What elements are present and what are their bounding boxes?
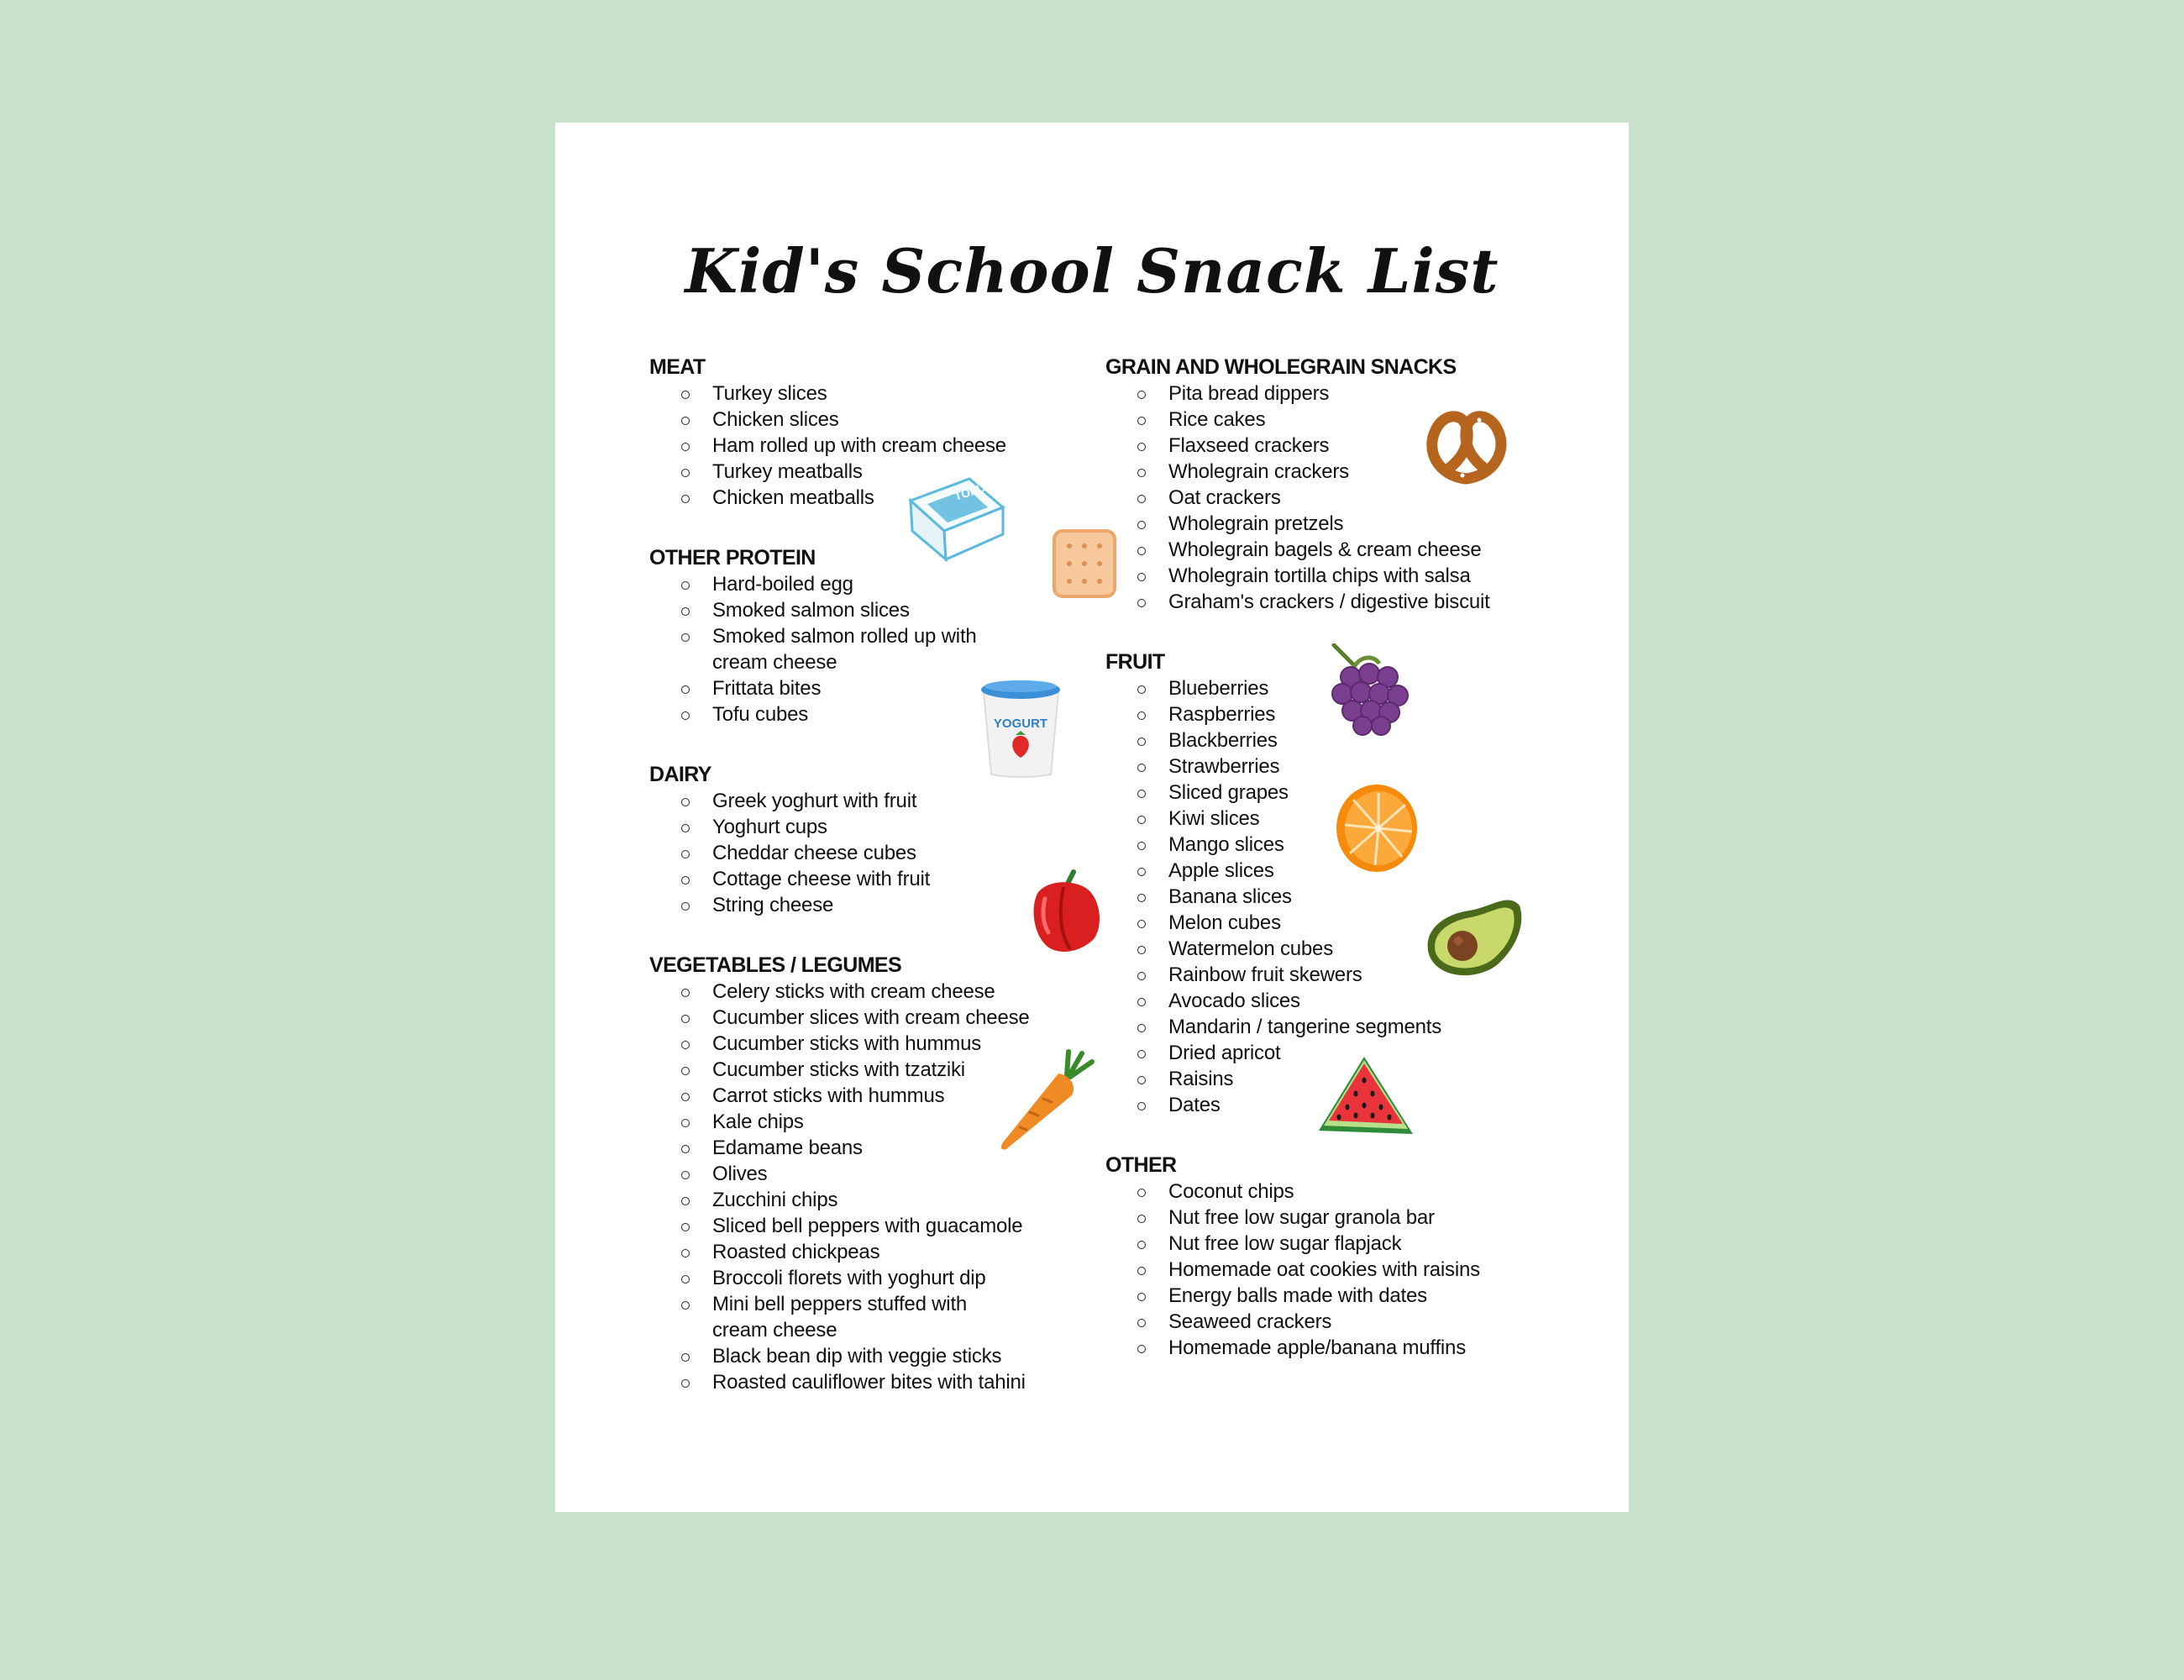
list-item: Blackberries (1105, 727, 1576, 753)
list-item: Rainbow fruit skewers (1105, 962, 1576, 988)
list-item: Greek yoghurt with fruit (649, 788, 1120, 814)
list-item: Chicken meatballs (649, 485, 1120, 511)
carrot-icon (996, 1048, 1097, 1153)
list-item: Homemade apple/banana muffins (1105, 1335, 1576, 1361)
list-item: Oat crackers (1105, 485, 1576, 511)
list-item: Cheddar cheese cubes (649, 840, 1120, 866)
pretzel-icon (1420, 400, 1513, 489)
section-vegetables (649, 953, 1120, 1395)
list-item: Tofu cubes (649, 701, 1120, 727)
list-item: Zucchini chips (649, 1187, 1120, 1213)
list-item: Smoked salmon rolled up with cream cheese (649, 623, 1023, 675)
list-item: Chicken slices (649, 407, 1120, 433)
yogurt-icon (977, 675, 1065, 780)
section-title: OTHER (1105, 1153, 1177, 1177)
list-item: Celery sticks with cream cheese (649, 979, 1120, 1005)
list-item: Kiwi slices (1105, 806, 1576, 832)
item-list (649, 381, 1120, 511)
item-list (649, 979, 1120, 1395)
list-item: Kale chips (649, 1109, 1120, 1135)
list-item: Cottage cheese with fruit (649, 866, 1120, 892)
yogurt-label: YOGURT (993, 717, 1048, 731)
section-title: DAIRY (649, 763, 711, 786)
list-item: Coconut chips (1105, 1179, 1576, 1205)
list-item: Seaweed crackers (1105, 1309, 1576, 1335)
section-title: MEAT (649, 355, 706, 379)
list-item: Turkey meatballs (649, 459, 1120, 485)
list-item: Hard-boiled egg (649, 571, 1120, 597)
list-item: Wholegrain tortilla chips with salsa (1105, 563, 1576, 589)
list-item: Yoghurt cups (649, 814, 1120, 840)
list-item: Roasted chickpeas (649, 1239, 1120, 1265)
section-title: GRAIN AND WHOLEGRAIN SNACKS (1105, 355, 1457, 379)
list-item: Avocado slices (1105, 988, 1576, 1014)
cracker-icon (1051, 528, 1118, 600)
list-item: Carrot sticks with hummus (649, 1083, 1120, 1109)
list-item: Flaxseed crackers (1105, 433, 1576, 459)
list-item: Wholegrain bagels & cream cheese (1105, 537, 1576, 563)
list-item: Cucumber sticks with hummus (649, 1031, 1120, 1057)
section-title: VEGETABLES / LEGUMES (649, 953, 902, 977)
list-item: Mango slices (1105, 832, 1576, 858)
list-item: Black bean dip with veggie sticks (649, 1343, 1120, 1369)
item-list (1105, 1179, 1576, 1361)
list-item: Rice cakes (1105, 407, 1576, 433)
list-item: Roasted cauliflower bites with tahini (649, 1369, 1120, 1395)
avocado-icon (1420, 889, 1525, 983)
list-item: Wholegrain pretzels (1105, 511, 1576, 537)
page-title: Kid's School Snack List (685, 235, 1499, 307)
list-item: Smoked salmon slices (649, 597, 1120, 623)
list-item: Sliced bell peppers with guacamole (649, 1213, 1120, 1239)
section-title: OTHER PROTEIN (649, 546, 816, 570)
list-item: Wholegrain crackers (1105, 459, 1576, 485)
list-item: Raspberries (1105, 701, 1576, 727)
list-item: Olives (649, 1161, 1120, 1187)
list-item: Broccoli florets with yoghurt dip (649, 1265, 1120, 1291)
snack-list-sheet (555, 123, 1629, 1512)
list-item: Turkey slices (649, 381, 1120, 407)
section-other (1105, 1152, 1576, 1361)
list-item: Homemade oat cookies with raisins (1105, 1257, 1576, 1283)
list-item: Energy balls made with dates (1105, 1283, 1576, 1309)
list-item: Cucumber slices with cream cheese (649, 1005, 1120, 1031)
list-item: Cucumber sticks with tzatziki (649, 1057, 1120, 1083)
list-item: Strawberries (1105, 753, 1576, 780)
list-item: Ham rolled up with cream cheese (649, 433, 1120, 459)
list-item: Apple slices (1105, 858, 1576, 884)
list-item: Watermelon cubes (1105, 936, 1576, 962)
list-item: Nut free low sugar granola bar (1105, 1205, 1576, 1231)
orange-icon (1335, 783, 1420, 874)
list-item: Nut free low sugar flapjack (1105, 1231, 1576, 1257)
grapes-icon (1324, 643, 1416, 738)
list-item: Banana slices (1105, 884, 1576, 910)
list-item: Pita bread dippers (1105, 381, 1576, 407)
list-item: Raisins (1105, 1066, 1576, 1092)
list-item: Edamame beans (649, 1135, 1120, 1161)
list-item: Graham's crackers / digestive biscuit (1105, 589, 1576, 615)
list-item: Dried apricot (1105, 1040, 1576, 1066)
section-title: FRUIT (1105, 650, 1165, 674)
tofu-icon (904, 475, 1009, 564)
list-item: Blueberries (1105, 675, 1576, 701)
list-item: Frittata bites (649, 675, 1120, 701)
bell-pepper-icon (1021, 869, 1105, 956)
tofu-label: TOFU (952, 480, 987, 503)
section-meat (649, 354, 1120, 511)
list-item: Mandarin / tangerine segments (1105, 1014, 1576, 1040)
list-item: Mini bell peppers stuffed with cream cheese (649, 1291, 1023, 1343)
list-item: Melon cubes (1105, 910, 1576, 936)
right-column (1105, 354, 1576, 1395)
list-item: Sliced grapes (1105, 780, 1576, 806)
list-item: Dates (1105, 1092, 1576, 1118)
watermelon-icon (1315, 1053, 1416, 1141)
list-item: String cheese (649, 892, 1120, 918)
